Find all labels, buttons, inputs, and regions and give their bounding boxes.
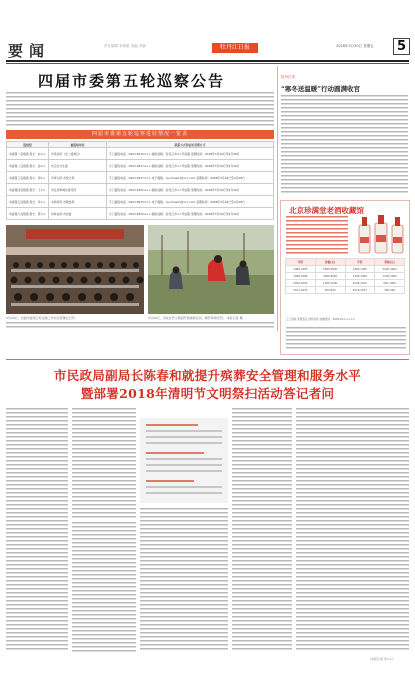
- qa-line: [146, 492, 222, 494]
- price-header-cell: 年份: [286, 259, 316, 266]
- price-cell: 2000-3000: [375, 266, 405, 273]
- price-header-cell: 价格(元): [315, 259, 345, 266]
- inspection-table: [6, 141, 274, 220]
- table-cell: 专门值班电话：0453-6237××× 电子邮箱：xunchazu3@××.com 受理时间：2018年3月29日至4月28日: [107, 172, 274, 184]
- table-cell: 市委第六巡察组 组长：陈××: [7, 208, 49, 220]
- price-cell: 500-800: [315, 287, 345, 294]
- price-cell: 2006-2010: [345, 280, 375, 287]
- price-cell: 2000-2005: [286, 280, 316, 287]
- price-cell: 300-500: [375, 287, 405, 294]
- table-cell: 市委第四巡察组 组长：王××: [7, 184, 49, 196]
- table-cell: 市卫生计生委: [49, 160, 107, 172]
- table-row: [7, 208, 274, 220]
- price-table-header: [286, 259, 405, 266]
- table-row: [7, 184, 274, 196]
- table-cell: 市审计局 市统计局: [49, 172, 107, 184]
- table-cell: 市委第五巡察组 组长：李××: [7, 196, 49, 208]
- price-cell: 1986-1989: [286, 273, 316, 280]
- header-rule: [6, 60, 409, 62]
- ad-title: 北京珍满堂老酒收藏馆: [289, 206, 364, 215]
- side-article-text: [281, 95, 408, 193]
- table-row: [7, 196, 274, 208]
- main-article-title: 四届市委第五轮巡察公告: [38, 72, 226, 90]
- lower-article-column-5: [296, 408, 409, 652]
- table-cell: 市委第二巡察组 组长：孙××: [7, 160, 49, 172]
- table-row: [7, 160, 274, 172]
- qa-line: [146, 430, 222, 432]
- photo-caption-left: 3月29日，四届市委第五轮巡察工作动员部署会召开。: [6, 316, 78, 320]
- issue-date: 2018年3月30日 星期五: [336, 44, 374, 48]
- meeting-photo: [6, 225, 144, 314]
- table-row: [7, 172, 274, 184]
- table-cell: 市商务局 市粮食局: [49, 196, 107, 208]
- qa-line: [146, 452, 204, 454]
- price-cell: 600-1000: [375, 280, 405, 287]
- qa-line: [146, 486, 222, 488]
- liquor-bottles-image: [355, 215, 407, 255]
- price-header-cell: 价格(元): [375, 259, 405, 266]
- price-header-cell: 年份: [345, 259, 375, 266]
- table-cell: 市委第三巡察组 组长：周××: [7, 172, 49, 184]
- lower-article-column-4: [232, 408, 292, 652]
- price-cell: 2016-2017: [345, 287, 375, 294]
- article-footer: （本报记者 李××）: [368, 657, 395, 661]
- qa-line: [146, 458, 222, 460]
- side-article-title: “寒冬送温暖”行动圆满收官: [281, 85, 360, 93]
- table-row: [7, 148, 274, 160]
- page-number: 5: [393, 38, 410, 55]
- inspection-table-title: 四届市委第五轮巡察进驻情况一览表: [6, 130, 274, 139]
- table-cell: 专门值班电话：0453-6452××× 邮政信箱：牡丹江市××号信箱 受理时间：2018年3月29日至4月28日: [107, 208, 274, 220]
- table-cell: 市委第一巡察组 组长：赵××: [7, 148, 49, 160]
- price-cell: 1990-1995: [345, 266, 375, 273]
- price-cell: 1000-1500: [315, 280, 345, 287]
- qa-highlight-box: [140, 418, 228, 503]
- lower-article-title-line2: 暨部署2018年清明节文明祭扫活动答记者问: [80, 386, 335, 401]
- price-table: [285, 258, 405, 294]
- qa-line: [146, 464, 222, 466]
- table-cell: 市林业局 市农委: [49, 208, 107, 220]
- header-rule-thin: [6, 63, 409, 64]
- side-article-kicker: 牡丹江市: [281, 75, 295, 79]
- qa-line: [146, 424, 198, 426]
- qa-line: [146, 470, 222, 472]
- price-table-row: [286, 287, 405, 294]
- article-text-block: [6, 92, 274, 126]
- edition-info: 责任编辑 李雨果 美编 刘颖: [104, 44, 146, 48]
- section-name: 要闻: [8, 42, 51, 60]
- lower-article-column-2: [72, 408, 136, 518]
- tree-planting-photo: [148, 225, 274, 314]
- table-cell: 市住房和城乡建设局: [49, 184, 107, 196]
- price-cell: 5000-8000: [315, 266, 345, 273]
- caption-text-block: [6, 322, 274, 330]
- table-cell: 专门值班电话：0453-6975××× 电子邮箱：xunchazu5@××.com 受理时间：2018年3月29日至4月28日: [107, 196, 274, 208]
- table-cell: 专门值班电话：0453-6321××× 邮政信箱：牡丹江市××号信箱 受理时间：2018年3月29日至4月28日: [107, 184, 274, 196]
- price-table-row: [286, 280, 405, 287]
- ad-fine-print: [286, 327, 406, 351]
- table-cell: 市民政局（含二级单位）: [49, 148, 107, 160]
- page-header: [6, 36, 409, 62]
- liquor-collection-ad: [280, 200, 410, 355]
- lower-article-title-line1: 市民政局副局长陈春和就提升殡葬安全管理和服务水平: [53, 368, 362, 383]
- qa-line: [146, 442, 222, 444]
- table-header-cell: 联系方式和信访受理方式: [107, 142, 274, 148]
- column-divider: [277, 66, 278, 331]
- newspaper-logo: 牡丹江日报: [212, 43, 258, 53]
- price-table-row: [286, 266, 405, 273]
- ad-description: [286, 216, 348, 254]
- table-cell: 专门值班电话：0453-6917××× 邮政信箱：牡丹江市××号信箱 受理时间：2018年3月29日至4月28日: [107, 160, 274, 172]
- photo-caption-right: 3月29日，市民在烈士陵园开展植树活动，缅怀革命先烈。 本报记者 摄: [148, 316, 243, 320]
- section-separator: [6, 359, 409, 360]
- ad-contact-note: 上门回收 免费鉴定 现场付款 收藏热线：0453-6××××××: [286, 318, 355, 321]
- price-cell: 3000-5000: [315, 273, 345, 280]
- price-cell: 1980-1985: [286, 266, 316, 273]
- price-table-row: [286, 273, 405, 280]
- table-header-cell: 巡察组: [7, 142, 49, 148]
- table-header-cell: 被巡察单位: [49, 142, 107, 148]
- qa-line: [146, 436, 222, 438]
- price-cell: 1996-1999: [345, 273, 375, 280]
- table-cell: 专门值班电话：0453-6215××× 邮政信箱：牡丹江市××号信箱 受理时间：2018年3月29日至4月28日: [107, 148, 274, 160]
- lower-article-column-1: [6, 408, 68, 652]
- qa-line: [146, 480, 194, 482]
- price-cell: 2011-2015: [286, 287, 316, 294]
- lower-article-column-3: [140, 508, 228, 652]
- lower-article-column-2b: [72, 522, 136, 652]
- price-cell: 1500-2000: [375, 273, 405, 280]
